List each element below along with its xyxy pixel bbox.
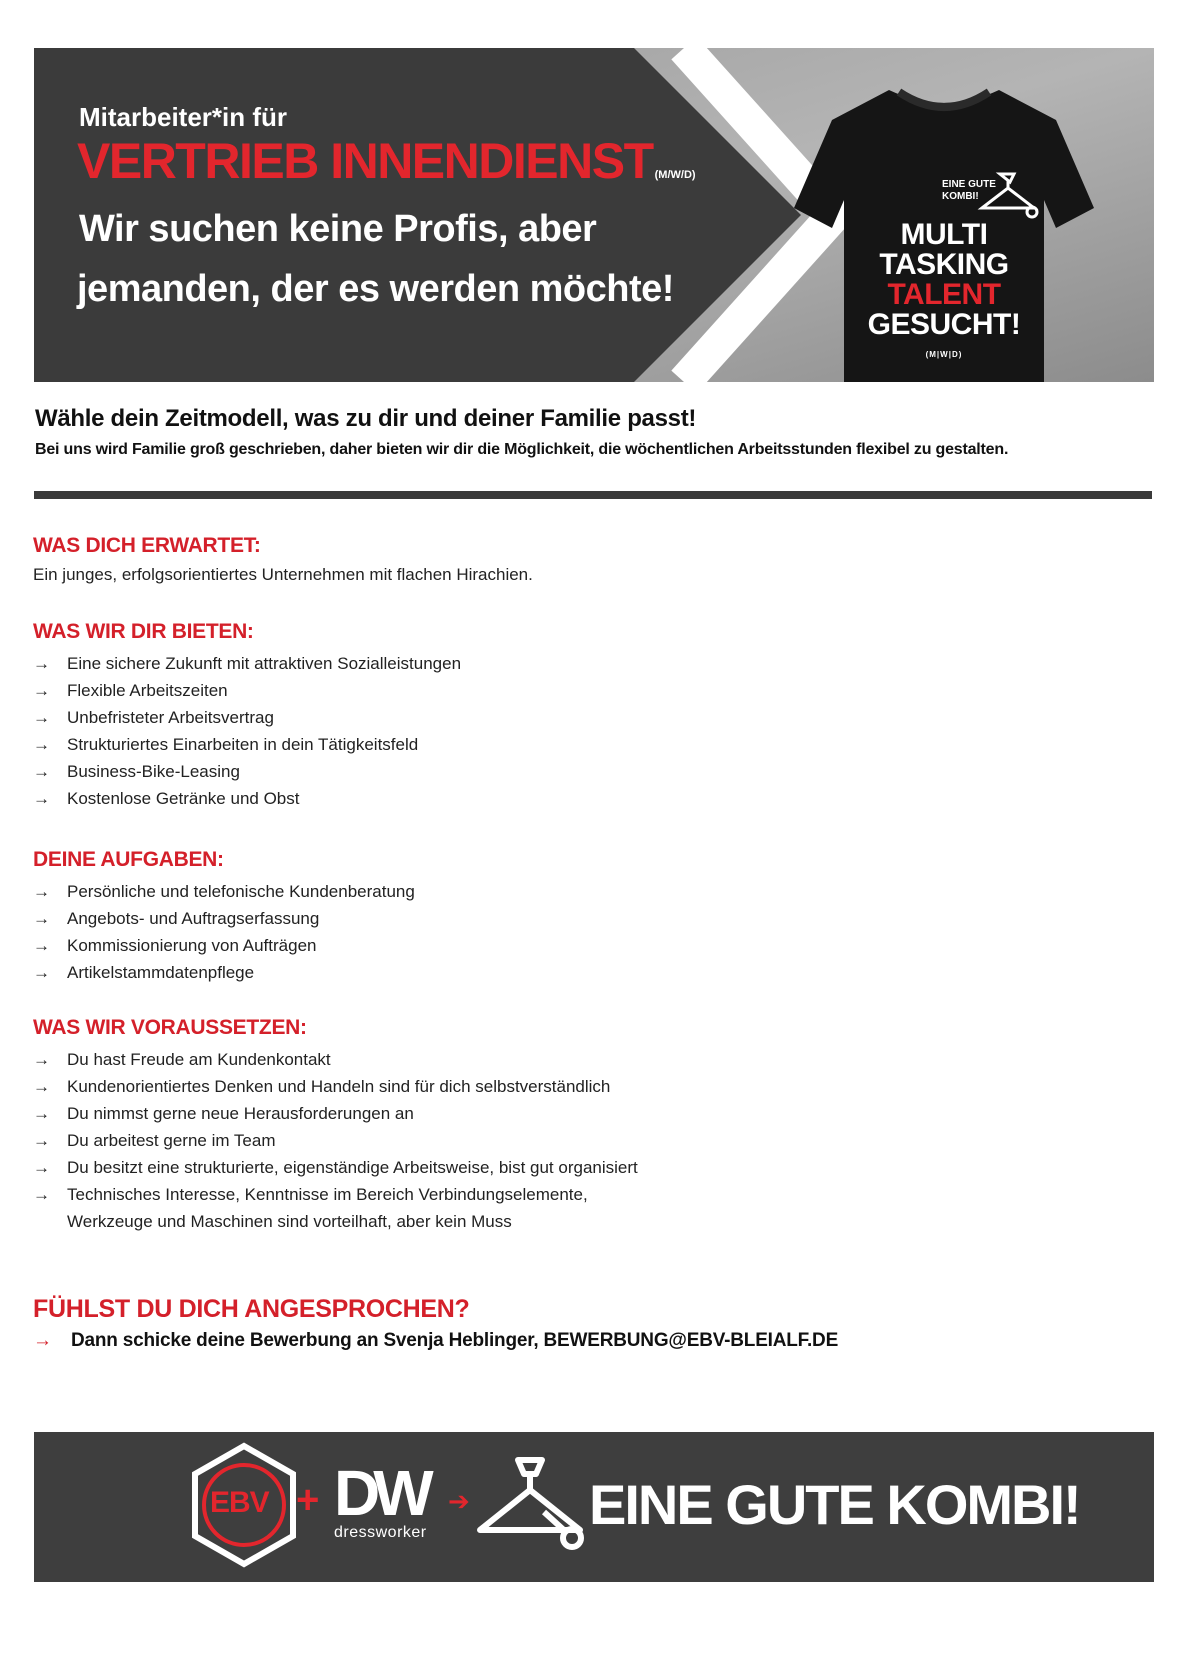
ebv-logo-text: EBV (210, 1486, 269, 1519)
headline-line-2: jemanden, der es werden möchte! (77, 268, 674, 310)
list-item (33, 650, 461, 677)
arrow-right-icon: → (33, 1077, 50, 1096)
list-item-text: Werkzeuge und Maschinen sind vorteilhaft, aber kein Muss (67, 1212, 512, 1231)
list-item-text: Kundenorientiertes Denken und Handeln sind für dich selbstverständlich (67, 1077, 611, 1096)
hanger-wrench-icon (474, 1454, 586, 1554)
slogan-text: EINE GUTE KOMBI! (589, 1473, 1080, 1536)
list-item-text: Du arbeitest gerne im Team (67, 1131, 276, 1150)
arrow-right-icon: → (33, 882, 50, 901)
job-kicker: Mitarbeiter*in für (79, 102, 288, 132)
cta-row (33, 1330, 838, 1352)
dw-logo-text: DW (334, 1457, 427, 1529)
list-item (33, 731, 461, 758)
shirt-kombi-text (942, 179, 996, 203)
arrow-right-icon: → (33, 1185, 50, 1204)
requirements-list (33, 1046, 638, 1235)
expect-text: Ein junges, erfolgsorientiertes Unternehmen mit flachen Hirachien. (33, 565, 533, 584)
list-item (33, 1100, 638, 1127)
requirements-heading: WAS WIR VORAUSSETZEN: (33, 1016, 307, 1039)
arrow-right-icon: → (33, 1131, 50, 1150)
list-item-text: Persönliche und telefonische Kundenberatung (67, 882, 415, 901)
arrow-right-icon: → (33, 909, 50, 928)
footer-banner (34, 1432, 1154, 1582)
offer-list (33, 650, 461, 812)
tshirt-image (794, 78, 1094, 382)
arrow-right-icon: → (33, 681, 50, 700)
section-divider (34, 491, 1152, 499)
offer-heading: WAS WIR DIR BIETEN: (33, 620, 254, 643)
shirt-line-2: TASKING (879, 248, 1009, 281)
list-item (33, 1073, 638, 1100)
expect-heading: WAS DICH ERWARTET: (33, 534, 261, 557)
list-item (33, 1181, 638, 1208)
list-item-text: Angebots- und Auftragserfassung (67, 909, 320, 928)
shirt-line-1: MULTI (900, 218, 988, 251)
job-title (77, 132, 696, 190)
list-item-text: Kommissionierung von Aufträgen (67, 936, 317, 955)
arrow-right-icon: → (33, 654, 50, 673)
list-item-text: Du besitzt eine strukturierte, eigenständige Arbeitsweise, bist gut organisiert (67, 1158, 638, 1177)
arrow-right-icon: → (33, 1104, 50, 1123)
job-title-suffix: (M/W/D) (654, 169, 696, 181)
arrow-right-icon: ➔ (448, 1486, 470, 1516)
list-item-text: Artikelstammdatenpflege (67, 963, 255, 982)
list-item-text: Du nimmst gerne neue Herausforderungen an (67, 1104, 414, 1123)
list-item (33, 758, 461, 785)
tasks-list (33, 878, 415, 986)
list-item-continuation (33, 1208, 638, 1235)
list-item-text: Flexible Arbeitszeiten (67, 681, 228, 700)
arrow-right-icon: → (33, 789, 50, 808)
cta-text: Dann schicke deine Bewerbung an Svenja Heblinger, BEWERBUNG@EBV-BLEIALF.DE (71, 1330, 839, 1351)
list-item (33, 785, 461, 812)
arrow-right-icon: → (33, 1158, 50, 1177)
arrow-right-icon: → (33, 735, 50, 754)
list-item-text: Strukturiertes Einarbeiten in dein Tätigkeitsfeld (67, 735, 419, 754)
list-item-text: Du hast Freude am Kundenkontakt (67, 1050, 331, 1069)
tasks-heading: DEINE AUFGABEN: (33, 848, 224, 871)
headline-line-1: Wir suchen keine Profis, aber (79, 208, 597, 250)
list-item-text: Technisches Interesse, Kenntnisse im Bereich Verbindungselemente, (67, 1185, 588, 1204)
shirt-kombi-line-1: EINE GUTE (942, 179, 996, 190)
shirt-line-3: TALENT (887, 278, 1001, 311)
list-item-text: Business-Bike-Leasing (67, 762, 240, 781)
list-item-text: Unbefristeter Arbeitsvertrag (67, 708, 274, 727)
list-item (33, 932, 415, 959)
list-item (33, 704, 461, 731)
cta-heading: FÜHLST DU DICH ANGESPROCHEN? (33, 1295, 470, 1323)
arrow-right-icon: → (33, 1050, 50, 1069)
shirt-line-4: GESUCHT! (867, 308, 1021, 341)
arrow-right-icon: → (33, 963, 50, 982)
arrow-right-icon: → (33, 1330, 52, 1351)
hero-banner (34, 48, 1154, 382)
list-item (33, 1127, 638, 1154)
plus-sign: + (296, 1478, 320, 1522)
job-title-text: VERTRIEB INNENDIENST (77, 133, 653, 189)
shirt-mwd: (M|W|D) (925, 350, 963, 359)
shirt-kombi-line-2: KOMBI! (942, 191, 979, 202)
list-item (33, 905, 415, 932)
arrow-right-icon: → (33, 708, 50, 727)
intro-heading: Wähle dein Zeitmodell, was zu dir und deiner Familie passt! (35, 405, 697, 432)
list-item (33, 1046, 638, 1073)
dressworker-text: dressworker (334, 1524, 427, 1541)
arrow-right-icon: → (33, 762, 50, 781)
list-item-text: Eine sichere Zukunft mit attraktiven Sozialleistungen (67, 654, 462, 673)
intro-text: Bei uns wird Familie groß geschrieben, daher bieten wir dir die Möglichkeit, die wöchentlichen Arbeitsstunden flexibel zu gestalten. (35, 441, 1009, 458)
arrow-right-icon: → (33, 936, 50, 955)
list-item (33, 1154, 638, 1181)
list-item (33, 677, 461, 704)
list-item (33, 959, 415, 986)
list-item-text: Kostenlose Getränke und Obst (67, 789, 300, 808)
list-item (33, 878, 415, 905)
